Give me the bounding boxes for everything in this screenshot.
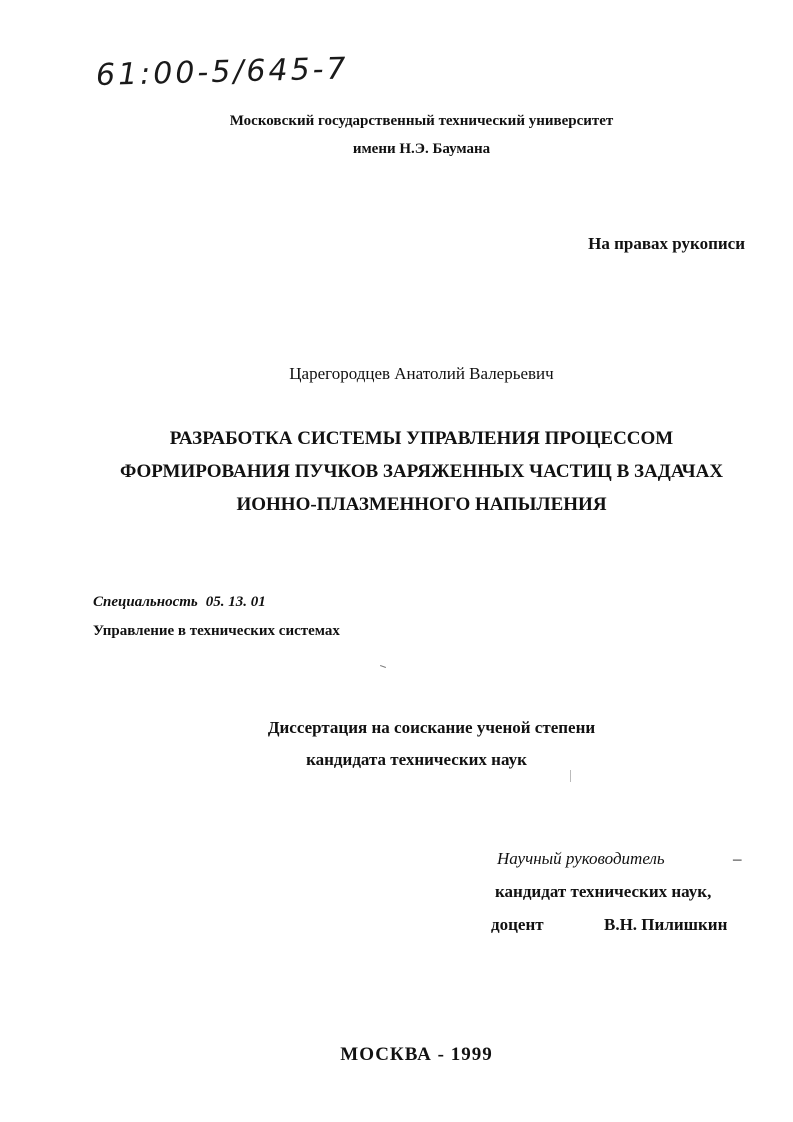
supervisor-degree: кандидат технических наук,: [495, 882, 712, 901]
supervisor-name: В.Н. Пилишкин: [604, 915, 728, 934]
supervisor-role: Научный руководитель: [497, 849, 665, 868]
specialty-label: Специальность: [93, 594, 198, 610]
specialty-code: 05. 13. 01: [205, 594, 266, 610]
university-name: Московский государственный технический университет: [229, 113, 614, 129]
handwritten-archive-number: 61:00-5/645-7: [95, 51, 350, 93]
specialty-name: Управление в технических системах: [93, 623, 340, 639]
thesis-title-line-3: ИОННО-ПЛАЗМЕННОГО НАПЫЛЕНИЯ: [236, 494, 607, 515]
scan-speck: [380, 665, 386, 668]
supervisor-rank: доцент: [491, 915, 544, 934]
dissertation-line-2: кандидата технических наук: [306, 750, 527, 769]
scan-speck: [570, 770, 571, 782]
dissertation-line-1: Диссертация на соискание ученой степени: [267, 718, 596, 737]
thesis-title-line-1: РАЗРАБОТКА СИСТЕМЫ УПРАВЛЕНИЯ ПРОЦЕССОМ: [169, 428, 674, 449]
thesis-title-line-2: ФОРМИРОВАНИЯ ПУЧКОВ ЗАРЯЖЕННЫХ ЧАСТИЦ В ЗАДАЧАХ: [119, 461, 724, 482]
university-named-after: имени Н.Э. Баумана: [352, 141, 491, 157]
rights-notice: На правах рукописи: [588, 234, 745, 253]
specialty-line: [93, 594, 266, 611]
supervisor-dash: –: [733, 849, 742, 868]
city-year: МОСКВА - 1999: [340, 1044, 493, 1065]
author-name: Царегородцев Анатолий Валерьевич: [289, 364, 554, 383]
